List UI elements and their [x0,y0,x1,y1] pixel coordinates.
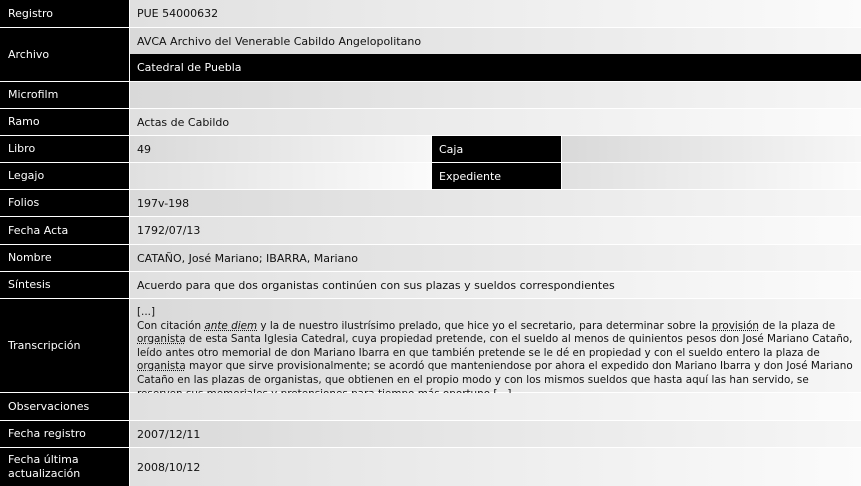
transcripcion-part: mayor que sirve provisionalmente; se acordó que manteniendose por ahora el expedido don Mariano Ibarra y don José Mariano Cataño en las plazas de organistas, que obtienen en el propio modo y con los mismos sueldos que hasta aquí las han servido, se [137,360,853,386]
row-libro [0,136,861,162]
value-libro: 49 [130,136,431,162]
row-ramo [0,109,861,135]
label-ramo: Ramo [0,109,129,135]
value-archivo-catedral: Catedral de Puebla [130,54,861,81]
label-fecha-ultima: Fecha última actualización [0,448,129,486]
row-transcripcion [0,299,861,392]
row-fecha-ultima [0,448,861,486]
label-libro: Libro [0,136,129,162]
label-microfilm: Microfilm [0,82,129,108]
label-legajo: Legajo [0,163,129,189]
transcripcion-part: de esta Santa Iglesia Catedral, cuya propiedad pretende, con el sueldo al menos de quinientos pesos don José Mariano Cataño, leído antes otro memorial de don Mariano Ibarra en que también pretende se le dé en propiedad y con el sueldo entero la plaza de [137,333,853,359]
value-microfilm [130,82,861,108]
label-fecha-acta: Fecha Acta [0,217,129,244]
row-archivo [0,28,861,81]
value-caja [562,136,861,162]
value-registro: PUE 54000632 [130,0,861,27]
value-nombre: CATAÑO, José Mariano; IBARRA, Mariano [130,245,861,271]
row-sintesis [0,272,861,298]
label-nombre: Nombre [0,245,129,271]
row-fecha-acta [0,217,861,244]
value-sintesis: Acuerdo para que dos organistas continúen con sus plazas y sueldos correspondientes [130,272,861,298]
value-fecha-ultima: 2008/10/12 [130,448,861,486]
value-transcripcion [130,299,861,392]
row-microfilm [0,82,861,108]
transcripcion-part: y la de nuestro ilustrísimo prelado, que hice yo el secretario, para determinar sobre la [257,319,712,332]
value-archivo: AVCA Archivo del Venerable Cabildo Angelopolitano [130,28,861,54]
label-caja: Caja [432,136,561,162]
value-expediente [562,163,861,189]
row-fecha-registro [0,421,861,447]
row-folios [0,190,861,216]
value-fecha-acta: 1792/07/13 [130,217,861,244]
value-fecha-registro: 2007/12/11 [130,421,861,447]
label-transcripcion: Transcripción [0,299,129,392]
row-nombre [0,245,861,271]
label-folios: Folios [0,190,129,216]
label-expediente: Expediente [432,163,561,189]
row-legajo [0,163,861,189]
row-observaciones [0,393,861,420]
transcripcion-ante-diem: ante diem [204,319,258,332]
transcripcion-text [137,320,853,402]
transcripcion-part: de la plaza de [759,319,836,332]
transcripcion-part: Con citación [137,319,205,332]
row-registro [0,0,861,27]
label-sintesis: Síntesis [0,272,129,298]
transcripcion-organista-2: organista [137,360,186,373]
value-ramo: Actas de Cabildo [130,109,861,135]
value-folios: 197v-198 [130,190,861,216]
value-observaciones [130,393,861,420]
label-observaciones: Observaciones [0,393,129,420]
value-legajo [130,163,431,189]
label-fecha-registro: Fecha registro [0,421,129,447]
transcripcion-organista: organista [137,333,186,346]
label-archivo: Archivo [0,28,129,81]
transcripcion-provision: provisión [711,319,760,332]
transcripcion-ellipsis: [...] [137,306,156,318]
label-registro: Registro [0,0,129,27]
